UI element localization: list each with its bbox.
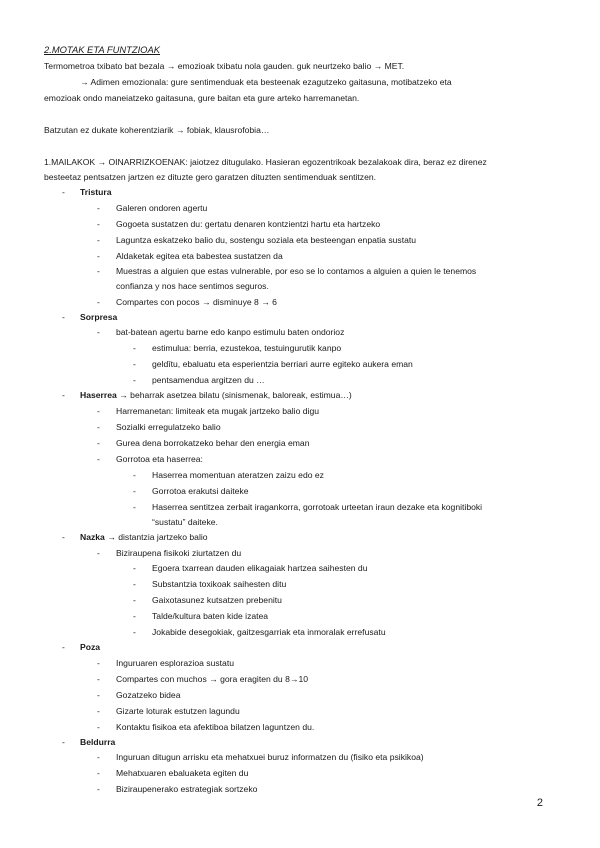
nazka-sub-4: Talde/kultura baten kide izatea	[152, 611, 269, 621]
haserrea-heading: Haserrea	[80, 390, 117, 400]
haserrea-dash-3: -	[97, 438, 100, 448]
nazka-sub-2: Substantzia toxikoak saihesten ditu	[152, 579, 287, 589]
tristura-item-6: Compartes con pocos → disminuye 8 → 6	[116, 297, 277, 307]
sorpresa-sub-dash-3: -	[133, 375, 136, 385]
mailakok-line-1: 1.MAILAKOK → OINARRIZKOENAK: jaiotzez ditugulako. Hasieran egozentrikoak bezalakoak dira, beraz ez direnez	[44, 157, 487, 167]
page-number: 2	[536, 797, 543, 809]
sorpresa-sub-2: geldītu, ebaluatu eta esperientzia berriari aurre egiteko aukera eman	[152, 359, 413, 369]
tristura-heading: Tristura	[80, 187, 112, 197]
tristura-dash: -	[62, 187, 65, 197]
nazka-sub-5: Jokabide desegokiak, gaitzesgarriak eta inmoralak errefusatu	[152, 627, 386, 637]
poza-dash-3: -	[97, 690, 100, 700]
beldurra-item-1: Inguruan ditugun arrisku eta mehatxuei buruz informatzen du (fisiko eta psikikoa)	[116, 752, 424, 762]
nazka-heading-rest: → distantzia jartzeko balio	[104, 532, 208, 542]
tristura-item-5-cont: confianza y nos hace sentimos seguros.	[116, 281, 269, 291]
section-title: 2.MOTAK ETA FUNTZIOAK	[44, 44, 160, 55]
sorpresa-heading: Sorpresa	[80, 312, 118, 322]
sorpresa-sub-1: estimulua: berria, ezustekoa, testuingurutik kanpo	[152, 343, 342, 353]
poza-dash-1: -	[97, 658, 100, 668]
nazka-dash: -	[62, 532, 65, 542]
haserrea-sub-2: Gorrotoa erakutsi daiteke	[152, 486, 249, 496]
nazka-sub-dash-5: -	[133, 627, 136, 637]
haserrea-dash-2: -	[97, 422, 100, 432]
sorpresa-item-1: bat-batean agertu barne edo kanpo estimulu baten ondorioz	[116, 327, 345, 337]
sorpresa-dash-1: -	[97, 327, 100, 337]
nazka-sub-3: Gaixotasunez kutsatzen prebenitu	[152, 595, 282, 605]
poza-dash-2: -	[97, 674, 100, 684]
haserrea-dash-1: -	[97, 406, 100, 416]
haserrea-sub-3: Haserrea sentitzea zerbait iragankorra, gorrotoak urteetan iraun dezake eta kognitiboki	[152, 502, 483, 512]
tristura-item-5: Muestras a alguien que estas vulnerable, por eso se lo contamos a alguien a quien le tenemos	[116, 266, 477, 276]
nazka-sub-dash-3: -	[133, 595, 136, 605]
nazka-item-1: Biziraupena fisikoki ziurtatzen du	[116, 548, 242, 558]
beldurra-item-3: Biziraupenerako estrategiak sortzeko	[116, 784, 258, 794]
beldurra-dash-2: -	[97, 768, 100, 778]
poza-item-5: Kontaktu fisikoa eta afektiboa bilatzen laguntzen du.	[116, 722, 315, 732]
beldurra-dash-1: -	[97, 752, 100, 762]
haserrea-sub-3-cont: “sustatu” daiteke.	[152, 517, 218, 527]
tristura-dash-3: -	[97, 235, 100, 245]
tristura-item-3: Laguntza eskatzeko balio du, sostengu soziala eta besteengan enpatia sustatu	[116, 235, 417, 245]
poza-item-2: Compartes con muchos → gora eragiten du 8→10	[116, 674, 309, 684]
beldurra-dash: -	[62, 737, 65, 747]
tristura-dash-2: -	[97, 219, 100, 229]
sorpresa-sub-3: pentsamendua argitzen du …	[152, 375, 265, 385]
tristura-item-4: Aldaketak egitea eta babestea sustatzen da	[116, 251, 283, 261]
haserrea-heading-line	[80, 390, 352, 401]
haserrea-sub-dash-1: -	[133, 470, 136, 480]
intro-line-1: Termometroa txibato bat bezala → emozioak txibatu nola gauden. guk neurtzeko balio → MET.	[44, 61, 405, 71]
haserrea-item-3: Gurea dena borrokatzeko behar den energia eman	[116, 438, 310, 448]
poza-dash-4: -	[97, 706, 100, 716]
tristura-dash-4: -	[97, 251, 100, 261]
haserrea-item-4: Gorrotoa eta haserrea:	[116, 454, 203, 464]
poza-item-3: Gozatzeko bidea	[116, 690, 181, 700]
tristura-dash-5: -	[97, 266, 100, 276]
haserrea-item-2: Sozialki erregulatzeko balio	[116, 422, 221, 432]
tristura-dash-6: -	[97, 297, 100, 307]
poza-dash: -	[62, 642, 65, 652]
poza-item-4: Gizarte loturak estutzen lagundu	[116, 706, 240, 716]
beldurra-item-2: Mehatxuaren ebaluaketa egiten du	[116, 768, 249, 778]
nazka-heading-line	[80, 532, 208, 543]
batzutan-line: Batzutan ez dukate koherentziarik → fobiak, klausrofobia…	[44, 125, 270, 135]
mailakok-line-2: besteetaz pentsatzen jartzen ez dituzte gero garatzen dituzten sentimenduak sentitzen.	[44, 172, 377, 182]
haserrea-sub-1: Haserrea momentuan ateratzen zaizu edo ez	[152, 470, 324, 480]
sorpresa-sub-dash-2: -	[133, 359, 136, 369]
haserrea-heading-rest: → beharrak asetzea bilatu (sinismenak, baloreak, estimua…)	[116, 390, 352, 400]
poza-dash-5: -	[97, 722, 100, 732]
beldurra-dash-3: -	[97, 784, 100, 794]
poza-heading: Poza	[80, 642, 101, 652]
nazka-sub-dash-2: -	[133, 579, 136, 589]
nazka-heading: Nazka	[80, 532, 105, 542]
nazka-sub-dash-1: -	[133, 563, 136, 573]
haserrea-dash-4: -	[97, 454, 100, 464]
intro-line-2: → Adimen emozionala: gure sentimenduak eta besteenak ezagutzeko gaitasuna, motibatzeko eta	[80, 77, 452, 87]
tristura-item-1: Galeren ondoren agertu	[116, 203, 208, 213]
haserrea-dash: -	[62, 390, 65, 400]
poza-item-1: Inguruaren esplorazioa sustatu	[116, 658, 235, 668]
sorpresa-dash: -	[62, 312, 65, 322]
sorpresa-sub-dash-1: -	[133, 343, 136, 353]
tristura-dash-1: -	[97, 203, 100, 213]
tristura-item-2: Gogoeta sustatzen du: gertatu denaren kontzientzi hartu eta hartzeko	[116, 219, 381, 229]
haserrea-sub-dash-2: -	[133, 486, 136, 496]
beldurra-heading: Beldurra	[80, 737, 116, 747]
nazka-sub-dash-4: -	[133, 611, 136, 621]
intro-line-3: emozioak ondo maneiatzeko gaitasuna, gure baitan eta gure arteko harremanetan.	[44, 93, 360, 103]
haserrea-sub-dash-3: -	[133, 502, 136, 512]
nazka-sub-1: Egoera txarrean dauden elikagaiak hartzea saihesten du	[152, 563, 368, 573]
haserrea-item-1: Harremanetan: limiteak eta mugak jartzeko balio digu	[116, 406, 320, 416]
nazka-dash-1: -	[97, 548, 100, 558]
